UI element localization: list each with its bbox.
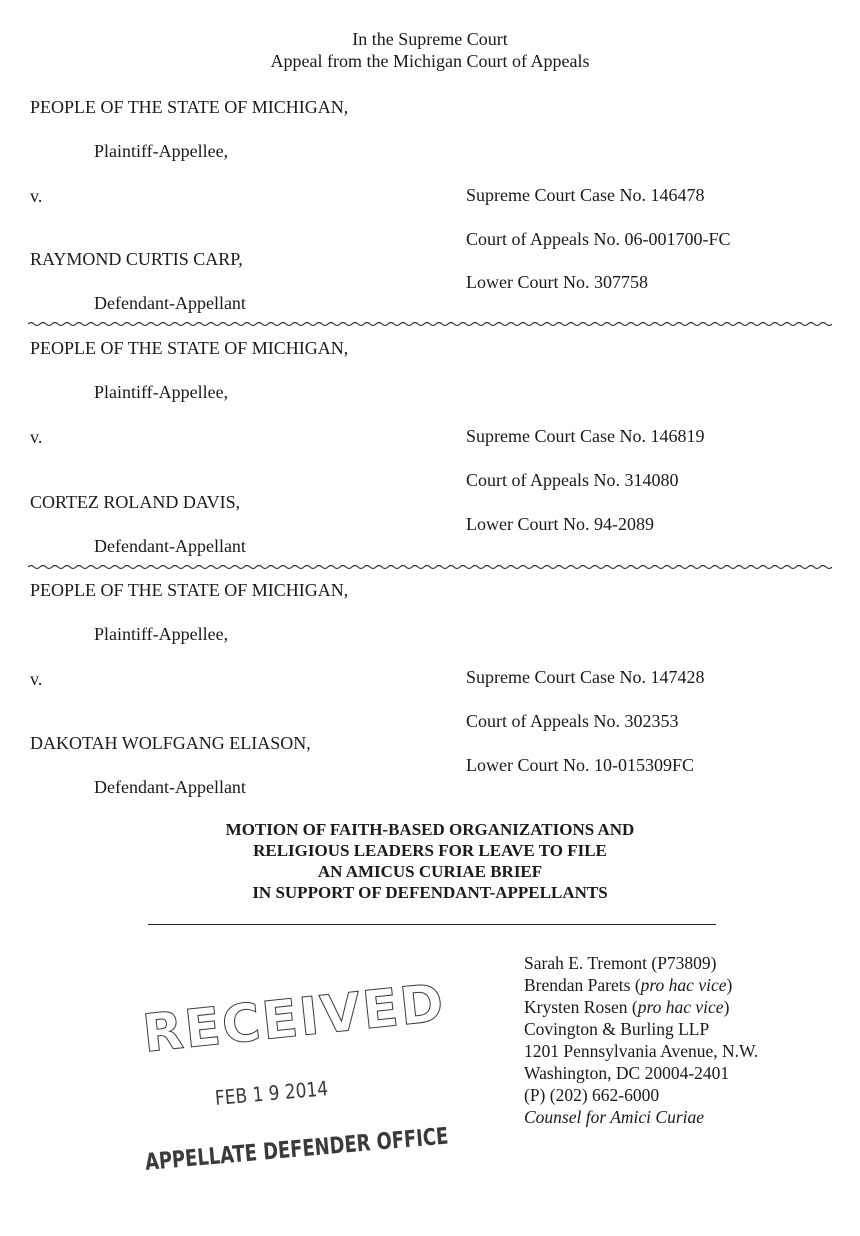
- motion-title-line: RELIGIOUS LEADERS FOR LEAVE TO FILE: [253, 841, 607, 860]
- title-rule: [148, 924, 716, 925]
- plaintiff-name: PEOPLE OF THE STATE OF MICHIGAN,: [30, 338, 349, 358]
- stamp-date: FEB 1 9 2014: [214, 1076, 329, 1110]
- plaintiff-role: Plaintiff-Appellee,: [94, 624, 229, 644]
- counsel-phone: (P) (202) 662-6000: [524, 1085, 660, 1105]
- defendant-role: Defendant-Appellant: [94, 777, 246, 797]
- court-heading: In the Supreme Court: [352, 29, 508, 49]
- defendant-role: Defendant-Appellant: [94, 293, 246, 313]
- stamp-received: RECEIVED: [140, 973, 449, 1065]
- appeal-heading: Appeal from the Michigan Court of Appeals: [270, 51, 590, 71]
- counsel-name: Sarah E. Tremont (P73809): [524, 953, 717, 973]
- wavy-divider: [28, 564, 832, 570]
- counsel-attorney-3: Krysten Rosen (pro hac vice): [524, 997, 730, 1017]
- counsel-block: [524, 952, 758, 1128]
- versus-label: v.: [30, 186, 43, 206]
- versus-label: v.: [30, 669, 43, 689]
- versus-label: v.: [30, 427, 43, 447]
- plaintiff-name: PEOPLE OF THE STATE OF MICHIGAN,: [30, 97, 349, 117]
- counsel-street: 1201 Pennsylvania Avenue, N.W.: [524, 1041, 759, 1061]
- supreme-court-case-no: Supreme Court Case No. 147428: [466, 667, 705, 687]
- motion-title-line: MOTION OF FAITH-BASED ORGANIZATIONS AND: [225, 820, 635, 839]
- wavy-divider: [28, 321, 832, 327]
- attorney-name: Krysten Rosen: [524, 997, 628, 1017]
- counsel-attorney-2: Brendan Parets (pro hac vice): [524, 975, 733, 995]
- defendant-role: Defendant-Appellant: [94, 536, 246, 556]
- attorney-note: pro hac vice: [637, 997, 724, 1017]
- stamp-office: APPELLATE DEFENDER OFFICE: [144, 1123, 450, 1176]
- lower-court-no: Lower Court No. 94-2089: [466, 514, 654, 534]
- attorney-name: Brendan Parets: [524, 975, 631, 995]
- counsel-role: Counsel for Amici Curiae: [524, 1107, 705, 1127]
- court-of-appeals-no: Court of Appeals No. 06-001700-FC: [466, 229, 731, 249]
- lower-court-no: Lower Court No. 10-015309FC: [466, 755, 694, 775]
- motion-title-line: IN SUPPORT OF DEFENDANT-APPELLANTS: [252, 883, 608, 902]
- plaintiff-role: Plaintiff-Appellee,: [94, 141, 229, 161]
- supreme-court-case-no: Supreme Court Case No. 146478: [466, 185, 705, 205]
- defendant-name: CORTEZ ROLAND DAVIS,: [30, 492, 241, 512]
- counsel-firm: Covington & Burling LLP: [524, 1019, 710, 1039]
- court-of-appeals-no: Court of Appeals No. 314080: [466, 470, 679, 490]
- plaintiff-name: PEOPLE OF THE STATE OF MICHIGAN,: [30, 580, 349, 600]
- counsel-city: Washington, DC 20004-2401: [524, 1063, 730, 1083]
- plaintiff-role: Plaintiff-Appellee,: [94, 382, 229, 402]
- supreme-court-case-no: Supreme Court Case No. 146819: [466, 426, 705, 446]
- attorney-note: pro hac vice: [640, 975, 727, 995]
- defendant-name: DAKOTAH WOLFGANG ELIASON,: [30, 733, 311, 753]
- motion-title-line: AN AMICUS CURIAE BRIEF: [317, 862, 543, 881]
- lower-court-no: Lower Court No. 307758: [466, 272, 648, 292]
- defendant-name: RAYMOND CURTIS CARP,: [30, 249, 243, 269]
- court-of-appeals-no: Court of Appeals No. 302353: [466, 711, 679, 731]
